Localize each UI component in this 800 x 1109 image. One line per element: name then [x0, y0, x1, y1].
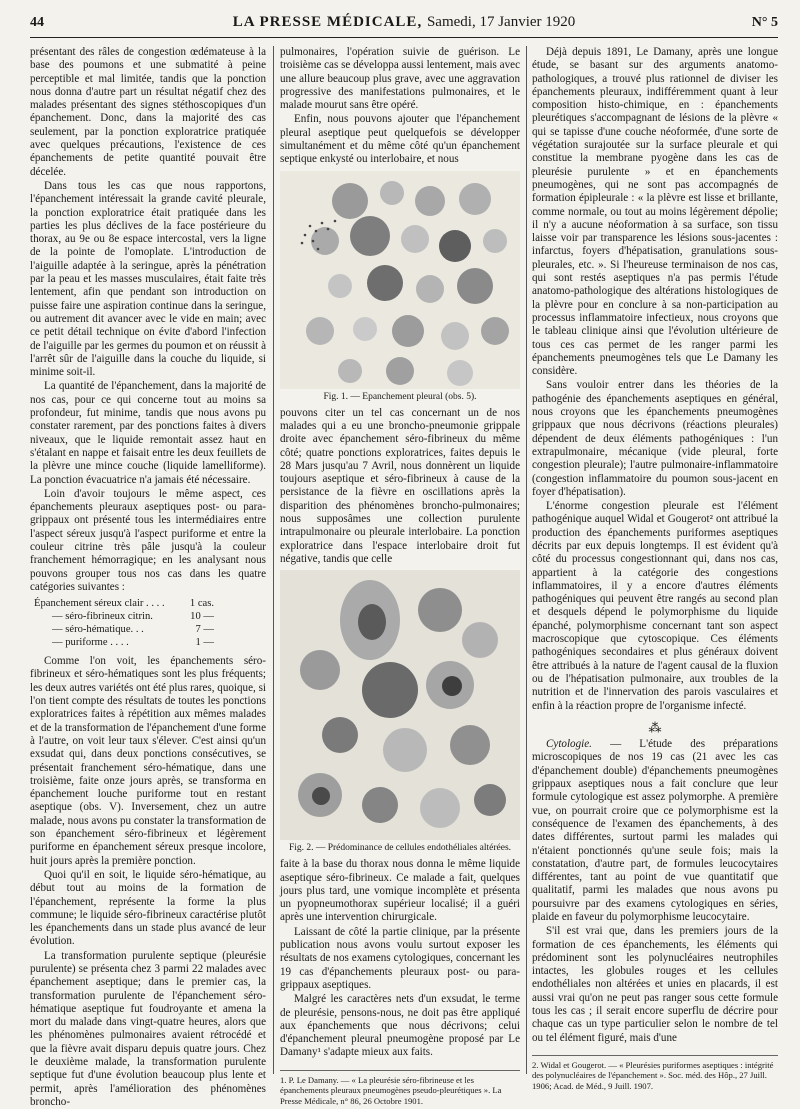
row-value: 1 cas. [189, 598, 214, 610]
column-rule [526, 46, 527, 1074]
figure-1 [280, 171, 520, 403]
row-label: — séro-fibrineux citrin. [52, 611, 153, 623]
row-value: 10 — [190, 611, 214, 623]
micrograph-image-1 [280, 171, 520, 389]
row-label: — puriforme . . . . [52, 637, 129, 649]
column-rule [273, 46, 274, 1074]
section-separator: ⁂ [648, 719, 662, 735]
figure-2 [280, 570, 520, 854]
journal-name: LA PRESSE MÉDICALE, [232, 14, 423, 30]
section-title: Cytologie. [546, 738, 592, 751]
paragraph: Comme l'on voit, les épanchements séro-fibrineux et séro-hématiques sont les plus fréquents; les deux autres variétés ont été plus rares, quoique, si l'on tient compte des résultats de toutes les ponctions exploratrices faites à répétition aux mêmes malades et de la transformation de l'épanchement d'une forme à l'autre, on voit leur taux s'élever. C'est ainsi qu'un exsudat qui, dans deux ponctions consécutives, se présentait franchement séro-hématique, dans une troisième, faite onze jours après, se transforma en épanchement louche puriforme tout en restant aseptique (obs. V). Inversement, chez un autre malade, nous avons pu constater la transformation de son épanchement séro-fibrineux et légèrement puriforme en épanchement séreux presque incolore, huit jours après la première ponction. [30, 655, 266, 867]
paragraph: La quantité de l'épanchement, dans la majorité de nos cas, pour ce qui concerne tout au moins sa profondeur, fut minime, tandis que nous avons pu constater rarement, par des ponctions faites à divers niveaux, que le liquide remontait assez haut en s'étalant en nappe et faisait entre les deux feuillets de la plèvre une mince couche (liquide lamelliforme). La ponction évacuatrice n'a jamais été nécessaire. [30, 380, 266, 486]
table-row [34, 623, 266, 636]
paragraph: Déjà depuis 1891, Le Damany, après une longue étude, se basant sur des arguments anatomo-pathologiques, a trouvé plus rationnel de diviser les épanchements pleuraux, indifféremment quant à leur composition histo-chimique, en : épanchements pleurétiques s'accompagnant de lésions de la plèvre « qui se tapisse d'une couche néoformée, d'une sorte de végétation surajoutée sur la surface pleurale et qui constitue la membrane pyogène dans les cas de pleurésie purulente » et en épanchements pneumogènes, qui ne sont pas accompagnés de formation épipleurale : « la plèvre est lisse et brillante, comme normale, ou tout au moins légèrement dépolie; il n'y a aucune néoformation à sa surface, son tissu laisse voir par transparence les lésions sous-jacentes : infarctus, foyers d'hépatisation, granulations sous-pleurales, etc. ». Si l'heureuse terminaison de nos cas, qui sont restés aseptiques n'a pas permis l'étude anatomo-pathologique des altérations histologiques de la plèvre pour en conclure à sa non-participation au processus inflammatoire infectieux, nous croyons que le tableau clinique ainsi que l'évolution ultérieure de tous ces cas permet de les ranger parmi les épanchements pneumogènes tels que Le Damany les considère. [532, 46, 778, 378]
footnote: 2. Widal et Gougerot. — « Pleurésies puriformes aseptiques : intégrité des polynucléaires de l'épanchement ». Soc. méd. des Hôp., 27 Juill. 1906; Acad. de Méd., 9 Juill. 1907. [532, 1055, 778, 1092]
journal-title [90, 14, 718, 31]
footnote: 1. P. Le Damany. — « La pleurésie séro-fibrineuse et les épanchements pleuraux pneumogènes pseudo-pleurétiques ». La Presse Médicale, n° 86, 26 Octobre 1901. [280, 1070, 520, 1107]
paragraph: Loin d'avoir toujours le même aspect, ces épanchements pleuraux aseptiques post- ou para-grippaux ont présenté tous les intermédiaires entre l'aspect séreux jusqu'à l'aspect puriforme et entre la couleur citrine très pâle jusqu'à la couleur franchement hémorragique; en les analysant nous pouvons grouper tous nos cas dans les quatre catégories suivantes : [30, 487, 266, 593]
figure-1-caption: Fig. 1. — Epanchement pleural (obs. 5). [323, 391, 477, 402]
row-value: 7 — [195, 624, 214, 636]
paragraph: Malgré les caractères nets d'un exsudat, le terme de pleurésie, pensons-nous, ne doit pas être appliqué aux épanchements que nous décrivons; celui d'épanchement pleural pneumogène proposé par Le Damany¹ s'adapte mieux aux faits. [280, 993, 520, 1059]
table-row [34, 597, 266, 610]
row-label: Épanchement séreux clair . . . . [34, 598, 165, 610]
paragraph: pouvons citer un tel cas concernant un de nos malades qui a eu une broncho-pneumonie grippale droite avec épanchement séro-fibrineux du même côté; quatre ponctions exploratrices, faites depuis le 28 Mars jusqu'au 7 Avril, nous donnèrent un liquide toujours aseptique et séro-fibrineux à cause de la persistance de la fièvre en oscillations après la disparition des phénomènes broncho-pulmonaires; nous supposâmes une collection purulente intrapulmonaire ou pleurale interlobaire. La ponction exploratrice dans l'espace interlobaire droit fut négative, tandis que celle [280, 406, 520, 565]
column-2 [280, 46, 520, 1106]
paragraph: L'énorme congestion pleurale est l'élément pathogénique auquel Widal et Gougerot² ont attribué la production des épanchements puriformes aseptiques décrits par eux depuis longtemps. Il est évident qu'à côté du processus congestionnant qui, dans nos cas, appartient à la catégorie des congestions inflammatoires, il y a encore d'autres éléments pathogéniques qui peuvent être rangés au second plan et desquels dépend le polymorphisme du liquide épanché, polymorphisme concernant tant son aspect macroscopique que cytoscopique. Ces éléments pathogéniques secondaires et plus généraux doivent être attribués à la nature de l'agent causal de la fluxion ou de l'hépatisation pulmonaire, aux troubles de la nutrition et de l'innervation des parois vasculaires et enfin à la réaction propre de l'organisme infecté. [532, 500, 778, 712]
column-3 [532, 46, 778, 1091]
issue-date: Samedi, 17 Janvier 1920 [426, 14, 576, 30]
paragraph: présentant des râles de congestion œdémateuse à la base des poumons et une submatité à peine perceptible et mal limitée, tandis que la ponction nous donna d'autre part un résultat négatif chez des malades présentant des signes stéthoscopiques d'un épanchement. Donc, dans la majorité des cas seulement, par la ponction exploratrice pratiquée avec quelques précautions, l'existence de ces épanchements de petite quantité pouvait être décelée. [30, 46, 266, 178]
paragraph: faite à la base du thorax nous donna le même liquide aseptique séro-fibrineux. Ce malade a fait, quelques jours plus tard, une vomique incomplète et présenta un pyopneumothorax supérieur localisé; il a guéri après une intervention chirurgicale. [280, 858, 520, 924]
micrograph-2-drawing [280, 570, 520, 840]
page-number: 44 [30, 14, 44, 30]
micrograph-1-drawing [280, 171, 520, 389]
paragraph-text: — L'étude des préparations microscopiques de nos 19 cas (21 avec les cas d'épanchement double) d'épanchements pneumogènes grippaux aseptiques nous a fait conclure que leur formule cytologique est assez polymorphe. A première vue, on pourrait croire que ce polymorphisme est la conséquence de l'examen des épanchements, à des dates différentes, surtout parmi les malades qui n'étaient ponctionnés qu'une seule fois; mais la constatation, d'autre part, de formules leucocytaires différentes, tant au point de vue quantitatif que qualitatif, parmi les malades que nous avons pu poursuivre par des examens cytologiques en séries, plaide en faveur du polymorphisme leucocytaire. [532, 738, 778, 923]
paragraph: La transformation purulente septique (pleurésie purulente) se présenta chez 3 parmi 22 malades avec épanchement aseptique; dans le premier cas, la transformation purulente de l'épanchement séro-hématique aseptique fut foudroyante et amena la mort du malade dans vingt-quatre heures, alors que les phénomènes pulmonaires avaient rétrocédé et que la fièvre avait disparu depuis quatre jours. Chez le deuxième malade, la transformation purulente septique fut d'une évolution beaucoup plus lente et permit, après l'amélioration des phénomènes broncho- [30, 949, 266, 1108]
page-header [30, 8, 778, 38]
paragraph: S'il est vrai que, dans les premiers jours de la formation de ces épanchements, les éléments qui prédominent sont les polynucléaires neutrophiles intactes, les globules rouges et les cellules endothéliales non altérées et unies en placards, il est aussi vrai qu'on ne peut pas ranger sous cette formule tous les cas ; il serait encore superflu de décrire pour chaque cas un type particulier selon le nombre de tel ou tel élément figuré, mais d'une [532, 925, 778, 1044]
categories-table [34, 597, 266, 649]
paragraph [532, 738, 778, 924]
paragraph: Quoi qu'il en soit, le liquide séro-hématique, au début tout au moins de la formation de l'épanchement, représente la forme la plus commune; le liquide séro-fibrineux caractérise plutôt les épanchements dans un stade plus avancé de leur évolution. [30, 868, 266, 948]
paragraph: pulmonaires, l'opération suivie de guérison. Le troisième cas se développa aussi lentement, mais avec une allure beaucoup plus grave, avec une aggravation progressive des manifestations pulmonaires, et le malade mourut sans être opéré. [280, 46, 520, 112]
paragraph: Laissant de côté la partie clinique, par la présente publication nous avons voulu surtout exposer les résultats de nos examens cytologiques, concernant les 19 cas d'épanchements pleuraux post- ou para-grippaux aseptiques. [280, 925, 520, 991]
row-value: 1 — [195, 637, 214, 649]
paragraph: Dans tous les cas que nous rapportons, l'épanchement intéressait la grande cavité pleurale, la ponction exploratrice était pratiquée dans les parties les plus déclives de la face postérieure du thorax, au 9e ou 8e espace intercostal, vers la ligne de la pointe de l'omoplate. L'introduction de l'aiguille adaptée à la seringue, après la pénétration par la peau et les masses musculaires, était faite très lentement, afin que pendant son introduction on puisse faire une aspiration continue dans la seringue, ou autrement dit avancer avec le vide en main; avec ce petit détail technique on évite d'abord l'infection de l'aiguille par les germes du poumon et on réussit à l'arrêt sûr de l'aiguille dans la couche du liquide, si minime soit-il. [30, 179, 266, 379]
table-row [34, 636, 266, 649]
micrograph-image-2 [280, 570, 520, 840]
paragraph: Sans vouloir entrer dans les théories de la pathogénie des épanchements aseptiques en général, nous croyons que les épanchements pneumogènes grippaux que nous décrivons (réactions pleurales) dépendent de deux éléments pathogéniques : l'un extrapulmonaire, mécanique (vide pleural, forte congestion pleurale); l'autre pulmonaire-inflammatoire (congestion inflammatoire du poumon sous-jacent en foyer d'hépatisation). [532, 379, 778, 498]
figure-2-caption: Fig. 2. — Prédominance de cellules endothéliales altérées. [288, 843, 512, 854]
paragraph: Enfin, nous pouvons ajouter que l'épanchement pleural aseptique peut quelquefois se développer simultanément et du même côté qu'un épanchement septique enkysté ou interlobaire, et nous [280, 113, 520, 166]
row-label: — séro-hématique. . . [52, 624, 144, 636]
issue-number: N° 5 [751, 14, 778, 30]
table-row [34, 610, 266, 623]
column-1 [30, 46, 266, 1108]
